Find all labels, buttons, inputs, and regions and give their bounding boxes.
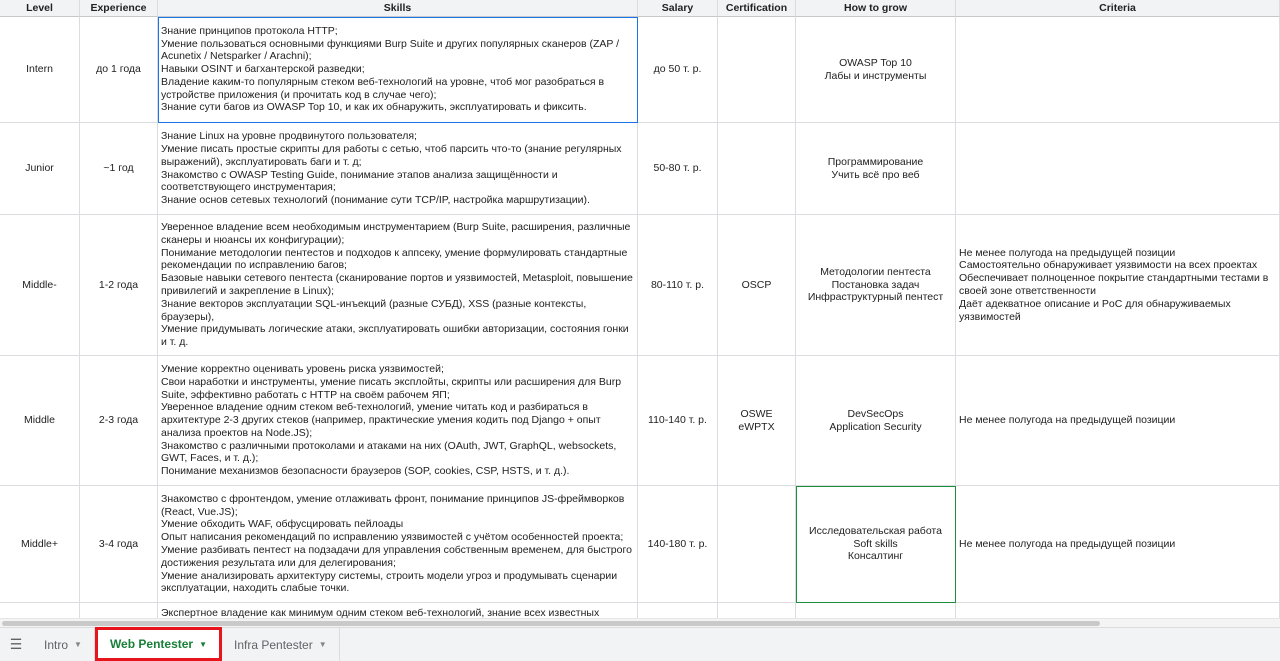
cell-skills[interactable]: Знание принципов протокола HTTP; Умение пользоваться основными функциями Burp Suite и других популярных сканеров (ZAP / Acunetix / Netsparker / Arachni); Навыки OSINT и багхантерской разведки; Владение каким-то популярным стеком веб-технологий на уровне, чтоб мог разобраться в устройстве приложения (и прочитать код в случае чего); Знание сути багов из OWASP Top 10, и как их обнаружить, эксплуатировать и фиксить. (158, 17, 638, 123)
header-certification[interactable]: Certification (718, 0, 796, 17)
header-skills[interactable]: Skills (158, 0, 638, 17)
cell-criteria[interactable]: Не менее полугода на предыдущей позиции (956, 356, 1280, 486)
tab-label: Infra Pentester (234, 637, 313, 652)
cell-level[interactable]: Middle (0, 356, 80, 486)
cell-level[interactable]: Middle- (0, 215, 80, 356)
cell-salary[interactable]: 50-80 т. р. (638, 123, 718, 215)
cell-experience[interactable] (80, 603, 158, 618)
cell-level[interactable]: Junior (0, 123, 80, 215)
cell-criteria[interactable] (956, 603, 1280, 618)
cell-skills[interactable]: Экспертное владение как минимум одним стеком веб-технологий, знание всех известных (158, 603, 638, 618)
cell-certification[interactable] (718, 123, 796, 215)
cell-criteria[interactable] (956, 17, 1280, 123)
cell-criteria[interactable] (956, 123, 1280, 215)
scrollbar-thumb[interactable] (2, 621, 1100, 626)
cell-salary[interactable]: 80-110 т. р. (638, 215, 718, 356)
cell-criteria[interactable]: Не менее полугода на предыдущей позиции (956, 486, 1280, 603)
header-level[interactable]: Level (0, 0, 80, 17)
cell-skills[interactable]: Уверенное владение всем необходимым инструментарием (Burp Suite, расширения, различные сканеры и нюансы их конфигурации); Понимание методологии пентестов и подходов к аппсеку, умение формулировать стандартные рекомендации по исправлению багов; Базовые навыки сетевого пентеста (сканирование портов и уязвимостей, Metasploit, повышение привилегий и закрепление в Linux); Знание векторов эксплуатации SQL-инъекций (разные СУБД), XSS (разные контексты, браузеры), Умение придумывать логические атаки, эксплуатировать ошибки авторизации, состояния гонки и т. д. (158, 215, 638, 356)
horizontal-scrollbar[interactable] (0, 618, 1280, 627)
cell-skills[interactable]: Умение корректно оценивать уровень риска уязвимостей; Свои наработки и инструменты, умение писать эксплойты, скрипты или расширения для Burp Suite, эффективно работать с HTTP на своём рабочем ЯП; Уверенное владение одним стеком веб-технологий, умение читать код и разбираться в архитектуре 2-3 других стеков (например, практические умения кодить под Django + опыт анализа проектов на Node.JS); Знакомство с различными протоколами и атаками на них (OAuth, JWT, GraphQL, websockets, GWT, Faces, и т. д.); Понимание механизмов безопасности браузеров (SOP, cookies, CSP, HSTS, и т. д.). (158, 356, 638, 486)
cell-experience[interactable]: ~1 год (80, 123, 158, 215)
cell-level[interactable] (0, 603, 80, 618)
header-criteria[interactable]: Criteria (956, 0, 1280, 17)
tab-web-pentester[interactable] (95, 627, 222, 661)
cell-certification[interactable] (718, 17, 796, 123)
cell-salary[interactable]: 140-180 т. р. (638, 486, 718, 603)
caret-down-icon[interactable]: ▼ (199, 639, 207, 649)
tab-label: Intro (44, 637, 69, 652)
caret-down-icon[interactable]: ▼ (74, 640, 82, 649)
hamburger-menu-icon[interactable]: ☰ (9, 636, 23, 652)
cell-how-to-grow[interactable]: Методологии пентеста Постановка задач Инфраструктурный пентест (796, 215, 956, 356)
cell-certification[interactable]: OSWE eWPTX (718, 356, 796, 486)
header-how-to-grow[interactable]: How to grow (796, 0, 956, 17)
cell-level[interactable]: Middle+ (0, 486, 80, 603)
cell-how-to-grow[interactable]: Программирование Учить всё про веб (796, 123, 956, 215)
caret-down-icon[interactable]: ▼ (318, 640, 327, 649)
cell-experience[interactable]: 3-4 года (80, 486, 158, 603)
cell-skills[interactable]: Знакомство с фронтендом, умение отлаживать фронт, понимание принципов JS-фреймворков (React, Vue.JS); Умение обходить WAF, обфусцировать пейлоады Опыт написания рекомендаций по исправлению уязвимостей с учётом особенностей проекта; Умение разбивать пентест на подзадачи для управления собственным временем, для быстрого достижения результата или для делегирования; Умение анализировать архитектуру системы, строить модели угроз и продумывать сценарии эксплуатации, находить слабые точки. (158, 486, 638, 603)
cell-salary[interactable]: 110-140 т. р. (638, 356, 718, 486)
tab-label: Web Pentester (109, 637, 194, 651)
cell-how-to-grow[interactable]: OWASP Top 10 Лабы и инструменты (796, 17, 956, 123)
cell-certification[interactable] (718, 603, 796, 618)
cell-certification[interactable] (718, 486, 796, 603)
tab-intro[interactable] (32, 628, 95, 661)
cell-how-to-grow[interactable] (796, 603, 956, 618)
cell-level[interactable]: Intern (0, 17, 80, 123)
cell-experience[interactable]: до 1 года (80, 17, 158, 123)
cell-salary[interactable] (638, 603, 718, 618)
sheet-tab-bar (0, 627, 1280, 661)
tab-infra-pentester[interactable] (222, 628, 340, 661)
cell-experience[interactable]: 1-2 года (80, 215, 158, 356)
cell-how-to-grow[interactable]: DevSecOps Application Security (796, 356, 956, 486)
cell-skills[interactable]: Знание Linux на уровне продвинутого пользователя; Умение писать простые скрипты для работы с сетью, чтоб парсить что-то (знание регулярных выражений), эксплуатировать баги и т. д; Знакомство с OWASP Testing Guide, понимание этапов анализа защищённости и соответствующего инструментария; Знание основ сетевых технологий (понимание сути TCP/IP, настройка маршрутизации). (158, 123, 638, 215)
cell-salary[interactable]: до 50 т. р. (638, 17, 718, 123)
cell-experience[interactable]: 2-3 года (80, 356, 158, 486)
cell-certification[interactable]: OSCP (718, 215, 796, 356)
header-experience[interactable]: Experience (80, 0, 158, 17)
header-salary[interactable]: Salary (638, 0, 718, 17)
cell-how-to-grow[interactable]: Исследовательская работа Soft skills Консалтинг (796, 486, 956, 603)
cell-criteria[interactable]: Не менее полугода на предыдущей позиции Самостоятельно обнаруживает уязвимости на всех проектах Обеспечивает полноценное покрытие стандартными тестами в своей зоне ответственности Даёт адекватное описание и PoC для обнаруживаемых уязвимостей (956, 215, 1280, 356)
